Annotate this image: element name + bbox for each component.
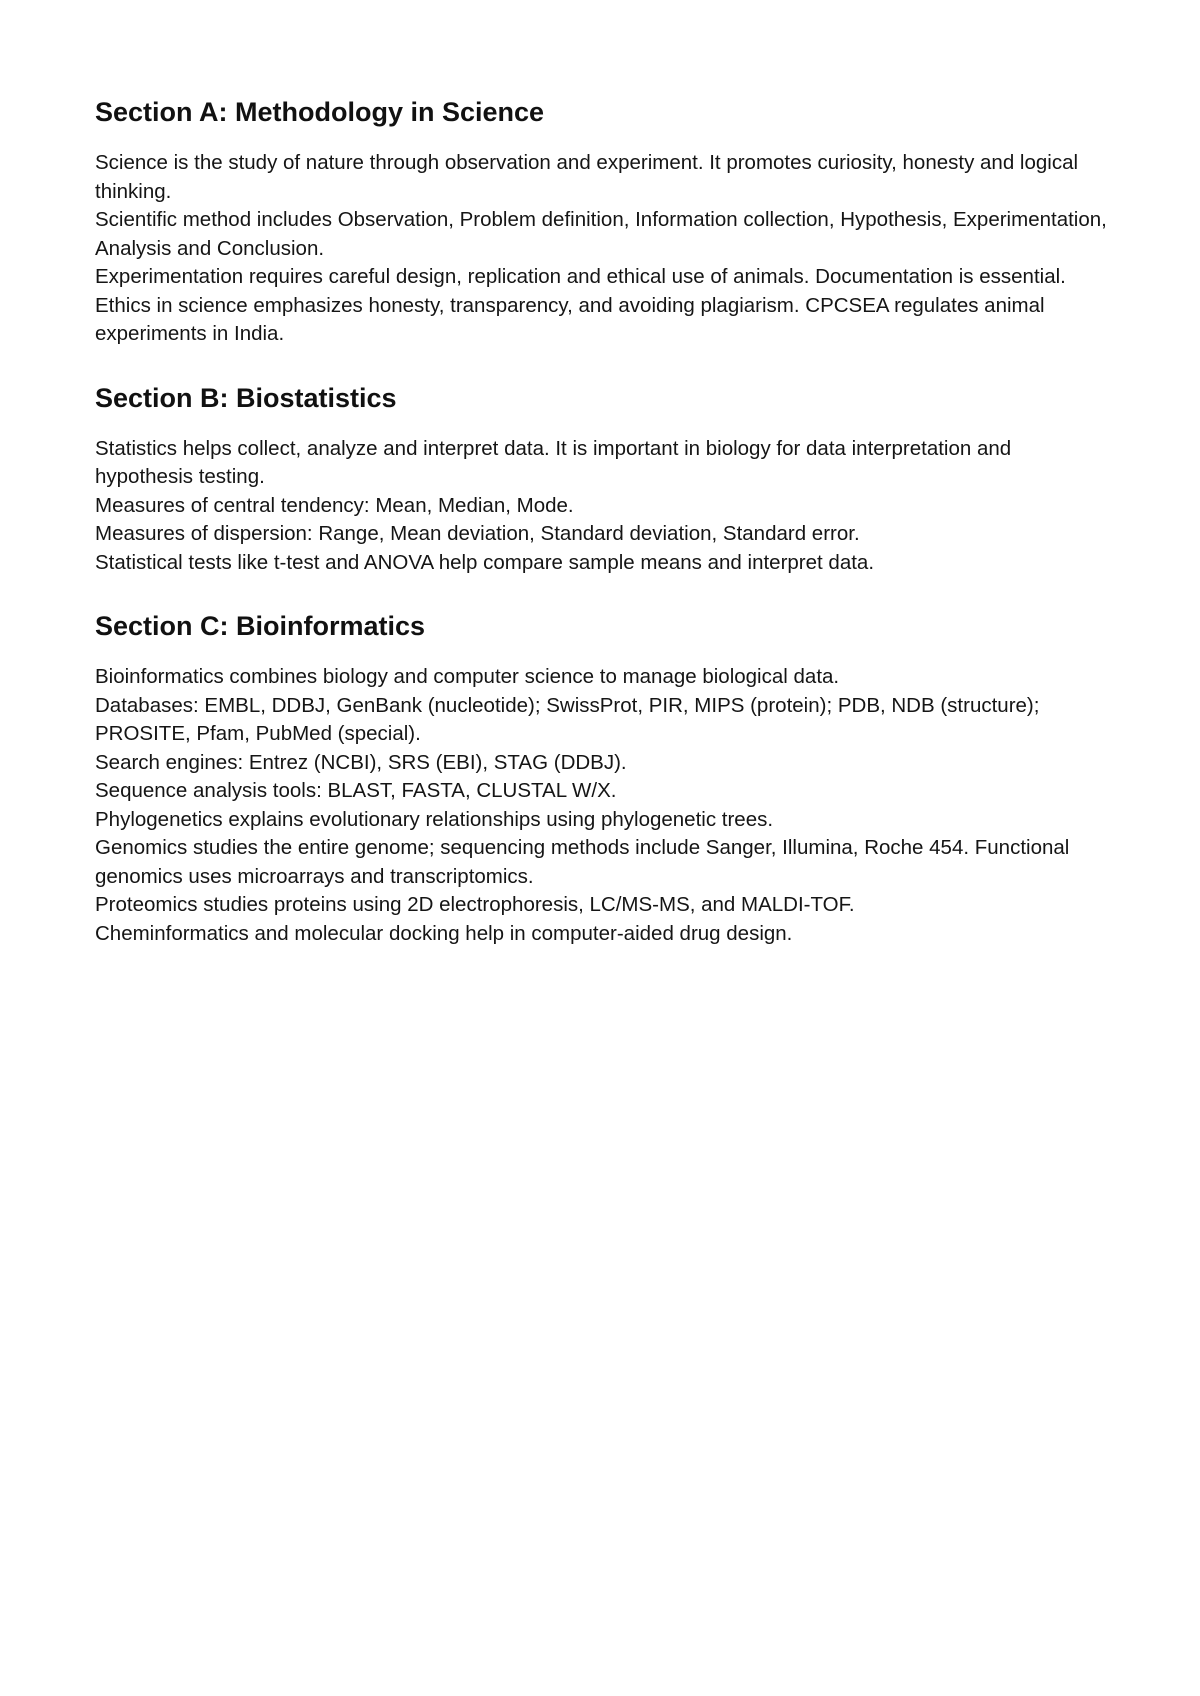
paragraph-line: Databases: EMBL, DDBJ, GenBank (nucleotide); SwissProt, PIR, MIPS (protein); PDB, NDB (structure); PROSITE, Pfam, PubMed (special). — [95, 693, 1040, 745]
section-bioinformatics — [95, 609, 1110, 948]
paragraph-line: Search engines: Entrez (NCBI), SRS (EBI), STAG (DDBJ). — [95, 750, 627, 774]
section-biostatistics — [95, 381, 1110, 578]
paragraph-line: Statistical tests like t-test and ANOVA help compare sample means and interpret data. — [95, 550, 875, 574]
paragraph-line: Ethics in science emphasizes honesty, transparency, and avoiding plagiarism. CPCSEA regulates animal experiments in India. — [95, 293, 1045, 345]
paragraph-line: Genomics studies the entire genome; sequencing methods include Sanger, Illumina, Roche 454. Functional genomics uses microarrays and transcriptomics. — [95, 836, 1070, 888]
paragraph-line: Experimentation requires careful design, replication and ethical use of animals. Documentation is essential. — [95, 265, 1066, 288]
paragraph-line: Bioinformatics combines biology and computer science to manage biological data. — [95, 665, 840, 688]
paragraph-line: Measures of dispersion: Range, Mean deviation, Standard deviation, Standard error. — [95, 522, 860, 545]
paragraph-line: Cheminformatics and molecular docking help in computer-aided drug design. — [95, 921, 793, 945]
paragraph-line: Proteomics studies proteins using 2D electrophoresis, LC/MS-MS, and MALDI-TOF. — [95, 893, 855, 916]
paragraph-line: Phylogenetics explains evolutionary relationships using phylogenetic trees. — [95, 807, 774, 831]
paragraph-line: Sequence analysis tools: BLAST, FASTA, CLUSTAL W/X. — [95, 779, 617, 802]
section-heading: Section C: Bioinformatics — [95, 611, 426, 641]
section-heading: Section B: Biostatistics — [95, 382, 397, 413]
section-heading: Section A: Methodology in Science — [95, 97, 545, 127]
paragraph-line: Measures of central tendency: Mean, Median, Mode. — [95, 493, 574, 517]
paragraph-line: Statistics helps collect, analyze and interpret data. It is important in biology for data interpretation and hypothesis testing. — [95, 436, 1012, 488]
section-methodology — [95, 95, 1110, 349]
paragraph-line: Scientific method includes Observation, Problem definition, Information collection, Hypothesis, Experimentation, Analysis and Conclusion. — [95, 208, 1107, 260]
paragraph-line: Science is the study of nature through observation and experiment. It promotes curiosity, honesty and logical thinking. — [95, 151, 1079, 203]
